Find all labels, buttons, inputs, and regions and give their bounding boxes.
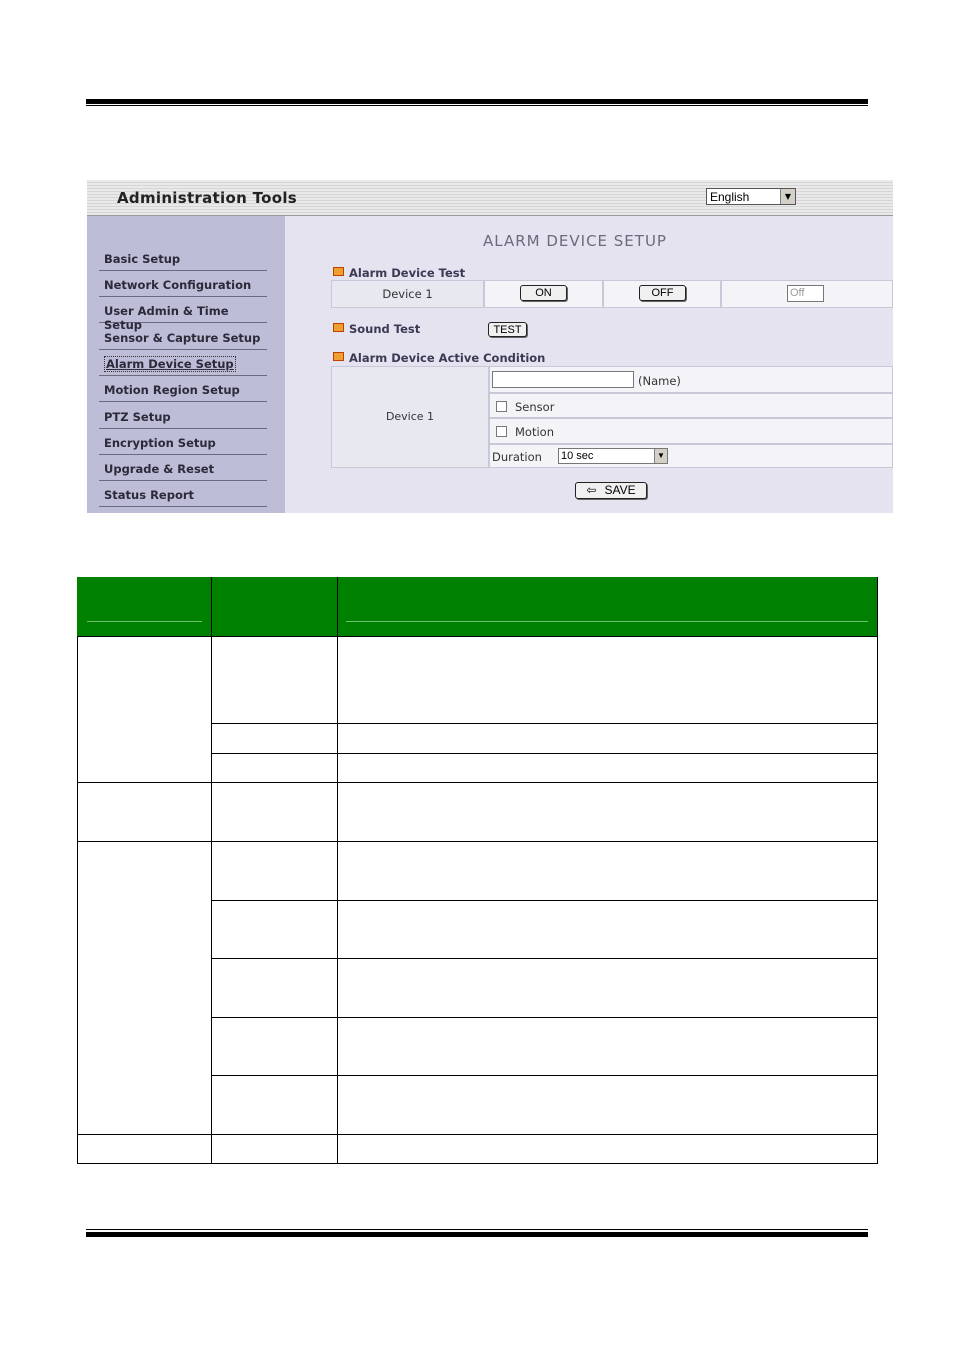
sidebar-item-basic-setup[interactable]: Basic Setup [99,246,267,271]
sidebar-item-network-configuration[interactable]: Network Configuration [99,272,267,297]
sensor-checkbox[interactable] [496,401,507,412]
bullet-icon [333,267,344,276]
table-row [77,782,878,783]
device-name-input[interactable] [492,371,634,388]
sidebar-item-encryption[interactable]: Encryption Setup [99,430,267,455]
condition-device-label: Device 1 [331,366,489,468]
table-row [77,841,878,842]
section-alarm-device-test: Alarm Device Test [333,266,465,280]
table-row [211,753,878,754]
duration-label: Duration [492,450,542,464]
sidebar-item-ptz[interactable]: PTZ Setup [99,404,267,429]
table-row [211,723,878,724]
bullet-icon [333,323,344,332]
sound-test-button[interactable]: TEST [488,322,527,337]
top-rule [86,99,868,104]
settings-description-table [77,577,878,1164]
admin-header [87,180,893,216]
table-header-cell-1 [77,577,212,636]
sidebar-item-sensor-capture[interactable]: Sensor & Capture Setup [99,325,267,350]
sidebar [87,216,285,513]
bottom-rule [86,1232,868,1237]
motion-option[interactable]: Motion [496,425,554,439]
duration-value: 10 sec [561,450,594,462]
admin-title: Administration Tools [117,189,297,207]
sidebar-item-alarm-device[interactable]: Alarm Device Setup [99,351,267,376]
sidebar-item-user-admin[interactable]: User Admin & Time Setup [99,298,267,323]
sidebar-item-motion-region[interactable]: Motion Region Setup [99,377,267,402]
motion-checkbox[interactable] [496,426,507,437]
language-value: English [710,190,750,204]
section-active-condition: Alarm Device Active Condition [333,351,545,365]
main-content [285,216,893,513]
chevron-down-icon[interactable]: ▼ [654,449,667,463]
condition-duration-row [489,444,893,468]
table-header-cell-2 [212,577,338,636]
language-select[interactable] [706,188,796,205]
name-label: (Name) [638,374,681,388]
save-arrow-icon: ⇦ [586,483,597,497]
table-row [77,1134,878,1135]
on-button[interactable]: ON [520,285,567,301]
table-header-cell-3 [338,577,878,636]
chevron-down-icon[interactable]: ▼ [780,189,795,204]
section-sound-test: Sound Test [333,322,420,336]
table-row [211,1017,878,1018]
off-button[interactable]: OFF [639,285,686,301]
sidebar-item-status-report[interactable]: Status Report [99,482,267,507]
device-status-field: Off [787,285,824,302]
test-device-label: Device 1 [331,280,484,308]
table-row [211,958,878,959]
admin-screenshot [87,180,893,513]
sensor-option[interactable]: Sensor [496,400,554,414]
table-row [211,900,878,901]
save-button[interactable]: ⇦ SAVE [575,482,647,499]
duration-select[interactable] [558,448,668,464]
table-row [211,1075,878,1076]
sidebar-item-upgrade-reset[interactable]: Upgrade & Reset [99,456,267,481]
bullet-icon [333,352,344,361]
page-title: ALARM DEVICE SETUP [483,232,667,250]
